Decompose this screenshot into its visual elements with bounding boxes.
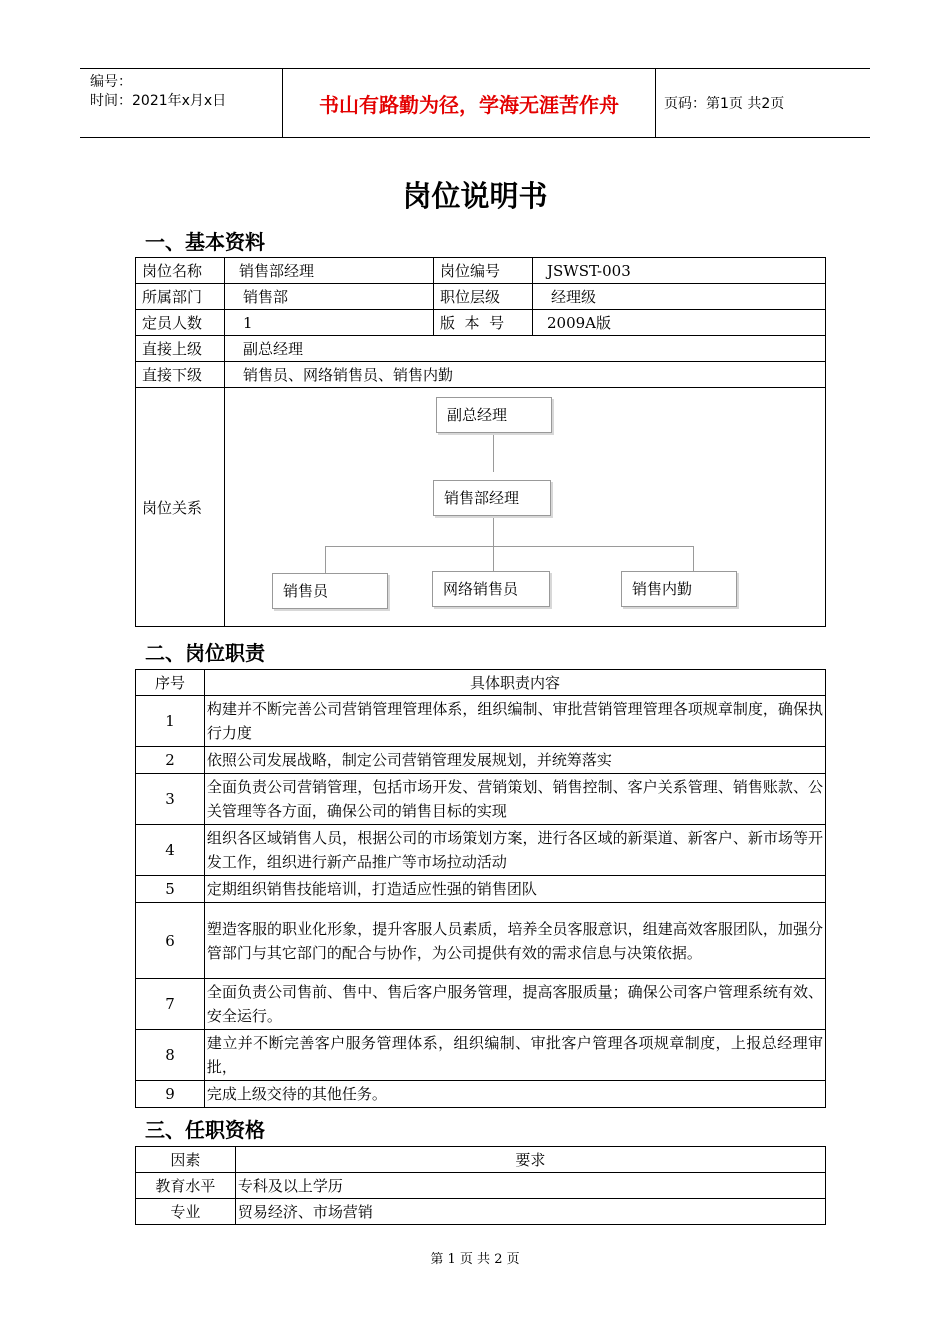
cell-label: 直接下级 <box>136 362 225 388</box>
table-row <box>136 336 826 362</box>
duty-number: 2 <box>136 747 205 774</box>
table-row <box>136 825 826 876</box>
duty-text: 依照公司发展战略，制定公司营销管理发展规划，并统筹落实 <box>204 747 825 774</box>
qualification-table <box>135 1146 826 1225</box>
cell-label: 岗位名称 <box>136 258 225 284</box>
table-row <box>136 747 826 774</box>
header-motto: 书山有路勤为径，学海无涯苦作舟 <box>282 69 656 137</box>
duty-number: 5 <box>136 876 205 903</box>
org-connector <box>493 432 494 472</box>
org-connector <box>325 546 326 576</box>
factor-cell: 专业 <box>136 1199 236 1225</box>
table-row <box>136 258 826 284</box>
table-row <box>136 696 826 747</box>
table-row <box>136 284 826 310</box>
org-node-top: 副总经理 <box>436 397 552 433</box>
duty-number: 6 <box>136 903 205 979</box>
duty-number: 8 <box>136 1030 205 1081</box>
cell-label: 版 本 号 <box>434 310 533 336</box>
section-qualification-heading: 三、任职资格 <box>145 1118 265 1142</box>
org-node-middle: 销售部经理 <box>433 480 551 516</box>
cell-label: 所属部门 <box>136 284 225 310</box>
duty-text: 构建并不断完善公司营销管理管理体系，组织编制、审批营销管理管理各项规章制度，确保执行力度 <box>204 696 825 747</box>
duties-table <box>135 669 826 1108</box>
table-row <box>136 774 826 825</box>
org-chart <box>225 388 826 627</box>
duty-number: 4 <box>136 825 205 876</box>
org-connector <box>325 546 693 547</box>
org-node-child: 网络销售员 <box>432 571 550 607</box>
duty-number: 1 <box>136 696 205 747</box>
table-row <box>136 1173 826 1199</box>
cell-value: 2009A版 <box>533 310 826 336</box>
table-row <box>136 1030 826 1081</box>
duty-number: 9 <box>136 1081 205 1108</box>
duty-text: 组织各区域销售人员，根据公司的市场策划方案，进行各区域的新渠道、新客户、新市场等开发工作，组织进行新产品推广等市场拉动活动 <box>204 825 825 876</box>
table-row <box>136 876 826 903</box>
requirement-cell: 贸易经济、市场营销 <box>235 1199 825 1225</box>
duty-text: 全面负责公司售前、售中、售后客户服务管理，提高客服质量；确保公司客户管理系统有效、安全运行。 <box>204 979 825 1030</box>
cell-value: 经理级 <box>533 284 826 310</box>
basic-info-table <box>135 257 826 627</box>
cell-value: 销售部 <box>225 284 434 310</box>
cell-label: 直接上级 <box>136 336 225 362</box>
section-duties-heading: 二、岗位职责 <box>145 641 265 665</box>
duty-text: 完成上级交待的其他任务。 <box>204 1081 825 1108</box>
header-number: 编号： <box>90 74 132 90</box>
cell-label: 职位层级 <box>434 284 533 310</box>
duty-number: 3 <box>136 774 205 825</box>
header-date: 时间：2021年x月x日 <box>90 93 227 109</box>
org-node-child: 销售内勤 <box>621 571 737 607</box>
cell-label: 定员人数 <box>136 310 225 336</box>
subordinates-value: 销售员、网络销售员、销售内勤 <box>225 362 826 388</box>
duty-text: 定期组织销售技能培训，打造适应性强的销售团队 <box>204 876 825 903</box>
factor-cell: 教育水平 <box>136 1173 236 1199</box>
duty-text: 全面负责公司营销管理，包括市场开发、营销策划、销售控制、客户关系管理、销售账款、公关管理等各方面，确保公司的销售目标的实现 <box>204 774 825 825</box>
document-title: 岗位说明书 <box>402 179 548 213</box>
column-header: 因素 <box>136 1147 236 1173</box>
column-header: 序号 <box>136 670 205 696</box>
table-row <box>136 388 826 627</box>
cell-label: 岗位编号 <box>434 258 533 284</box>
superior-value: 副总经理 <box>225 336 826 362</box>
org-node-child: 销售员 <box>272 573 388 609</box>
cell-value: 1 <box>225 310 434 336</box>
header-page: 页码：第1页 共2页 <box>664 96 785 112</box>
cell-value: JSWST-003 <box>533 258 826 284</box>
requirement-cell: 专科及以上学历 <box>235 1173 825 1199</box>
table-row <box>136 362 826 388</box>
section-basic-heading: 一、基本资料 <box>145 230 265 254</box>
table-header-row <box>136 1147 826 1173</box>
duty-text: 塑造客服的职业化形象，提升客服人员素质，培养全员客服意识，组建高效客服团队，加强分管部门与其它部门的配合与协作，为公司提供有效的需求信息与决策依据。 <box>204 903 825 979</box>
column-header: 要求 <box>235 1147 825 1173</box>
duty-number: 7 <box>136 979 205 1030</box>
page-header <box>80 68 870 138</box>
cell-value: 销售部经理 <box>225 258 434 284</box>
table-row <box>136 903 826 979</box>
table-row <box>136 1199 826 1225</box>
duty-text: 建立并不断完善客户服务管理体系，组织编制、审批客户管理各项规章制度，上报总经理审批， <box>204 1030 825 1081</box>
cell-label: 岗位关系 <box>136 388 225 627</box>
table-header-row <box>136 670 826 696</box>
table-row <box>136 310 826 336</box>
header-meta <box>90 73 226 111</box>
column-header: 具体职责内容 <box>204 670 825 696</box>
table-row <box>136 979 826 1030</box>
page-footer: 第 1 页 共 2 页 <box>430 1252 520 1267</box>
table-row <box>136 1081 826 1108</box>
